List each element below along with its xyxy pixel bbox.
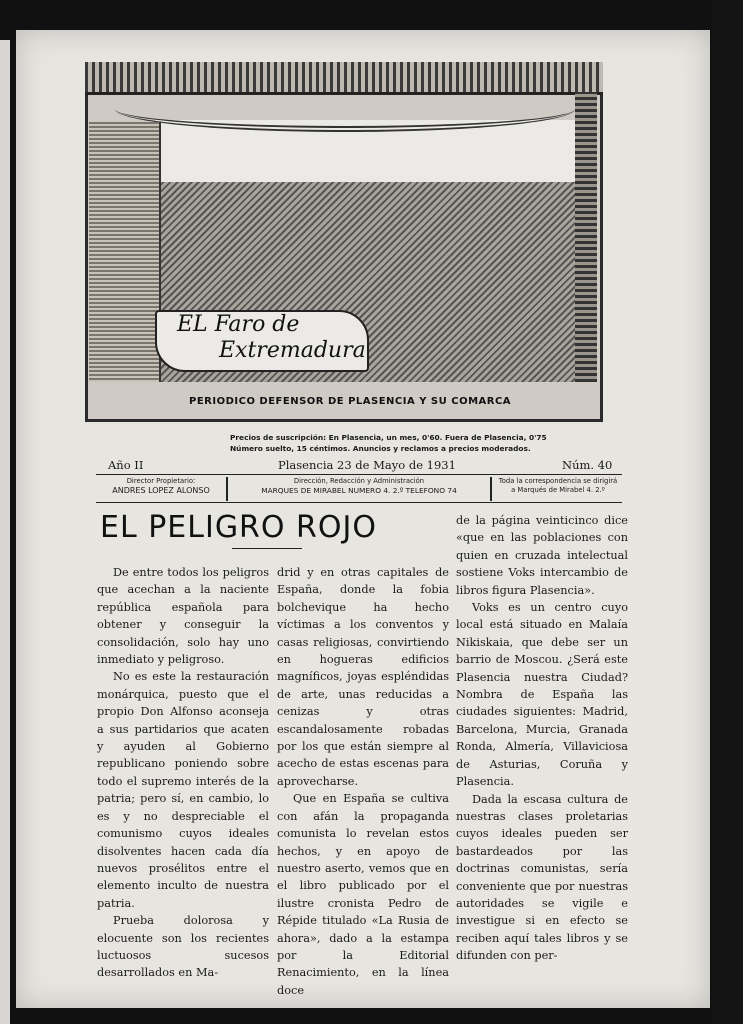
paragraph: de la página veinticinco dice «que en las poblaciones con quien en cruzada intelectual sostiene Voks intercambio de libros figura Plasencia». [456, 514, 628, 597]
masthead-title-line2: Extremadura [219, 338, 366, 363]
page-edge [0, 40, 10, 1024]
paragraph: drid y en otras capitales de España, donde la fobia bolchevique ha hecho víctimas a los conventos y casas religiosas, convirtiendo en hogueras edificios magníficos, joyas espléndidas de arte, unas reducidas a cenizas y otras escandalosamente robadas por los que están siempre al acecho de estas escenas para aprovecharse. [277, 566, 449, 788]
masthead-tagline: PERIODICO DEFENSOR DE PLASENCIA Y SU COMARCA [189, 396, 512, 407]
director-box [100, 477, 222, 499]
office-box [232, 477, 486, 499]
issue-number: Núm. 40 [562, 458, 613, 472]
headline-ornament [232, 548, 302, 549]
header-rule-top [96, 474, 622, 475]
article-column-1 [97, 564, 269, 982]
paragraph: Que en España se cultiva con afán la propaganda comunista lo revelan estos hechos, y en apoyo de nuestro aserto, vemos que en el libro publicado por el ilustre cronista Pedro de Répide titulado «La Rusia de ahora», dado a la estampa por la Editorial Renacimiento, en la línea doce [277, 792, 449, 997]
issue-date: Plasencia 23 de Mayo de 1931 [278, 458, 456, 472]
scan-border [712, 0, 743, 1024]
article-column-3 [456, 512, 628, 965]
correspondence-line1: Toda la correspondencia se dirigirá [498, 477, 618, 485]
subscription-prices [230, 432, 560, 454]
office-address: MARQUES DE MIRABEL NUMERO 4. 2.º TELEFONO 74 [261, 486, 457, 495]
divider [490, 477, 492, 501]
paragraph: Prueba dolorosa y elocuente son los recientes luctuosos sucesos desarrollados en Ma- [97, 914, 269, 980]
masthead-illustration [85, 62, 603, 422]
office-label: Dirección, Redacción y Administración [293, 477, 425, 485]
article-column-2 [277, 564, 449, 999]
director-name: ANDRES LOPEZ ALONSO [112, 486, 210, 495]
column-pillar [575, 92, 597, 382]
curtain-drape [115, 86, 575, 132]
paragraph: De entre todos los peligros que acechan a la naciente república española para obtener y conseguir la consolidación, solo hay uno inmediato y peligroso. [97, 566, 269, 667]
masthead-title-line1: EL Faro de [177, 312, 300, 337]
correspondence-box [494, 477, 622, 499]
header-rule-bottom [96, 502, 622, 503]
article-headline: EL PELIGRO ROJO [100, 510, 377, 545]
correspondence-line2: a Marqués de Mirabel 4. 2.º [511, 486, 605, 494]
issue-year: Año II [108, 458, 144, 472]
subscription-line2: Número suelto, 15 céntimos. Anuncios y reclamos a precios moderados. [230, 444, 531, 453]
director-label: Director Propietario: [126, 477, 196, 485]
paragraph: No es este la restauración monárquica, puesto que el propio Don Alfonso aconseja a sus partidarios que acaten y ayuden al Gobierno republicano poniendo sobre todo el supremo interés de la patria; pero sí, en cambio, lo es y no despreciable el comunismo cuyos ideales disolventes hacen cada día nuevos prosélitos entre el elemento inculto de nuestra patria. [97, 670, 269, 910]
divider [226, 477, 228, 501]
subscription-line1: Precios de suscripción: En Plasencia, un mes, 0'60. Fuera de Plasencia, 0'75 [230, 433, 547, 442]
allegorical-figure [89, 122, 161, 382]
paragraph: Voks es un centro cuyo local está situado en Malaía Nikiskaia, que debe ser un barrio de Moscou. ¿Será este Plasencia nuestra Ciudad? Nombra de España las ciudades siguientes: Madrid, Barcelona, Murcia, Granada Ronda, Almería, Villaviciosa de Asturias, Coruña y Plasencia. [456, 601, 628, 789]
paragraph: Dada la escasa cultura de nuestras clases proletarias cuyos ideales pueden ser bastardeados por las doctrinas comunistas, sería conveniente que por nuestras autoridades se vigile e investigue si en efecto se reciben aquí tales libros y se difunden con per- [456, 792, 628, 963]
